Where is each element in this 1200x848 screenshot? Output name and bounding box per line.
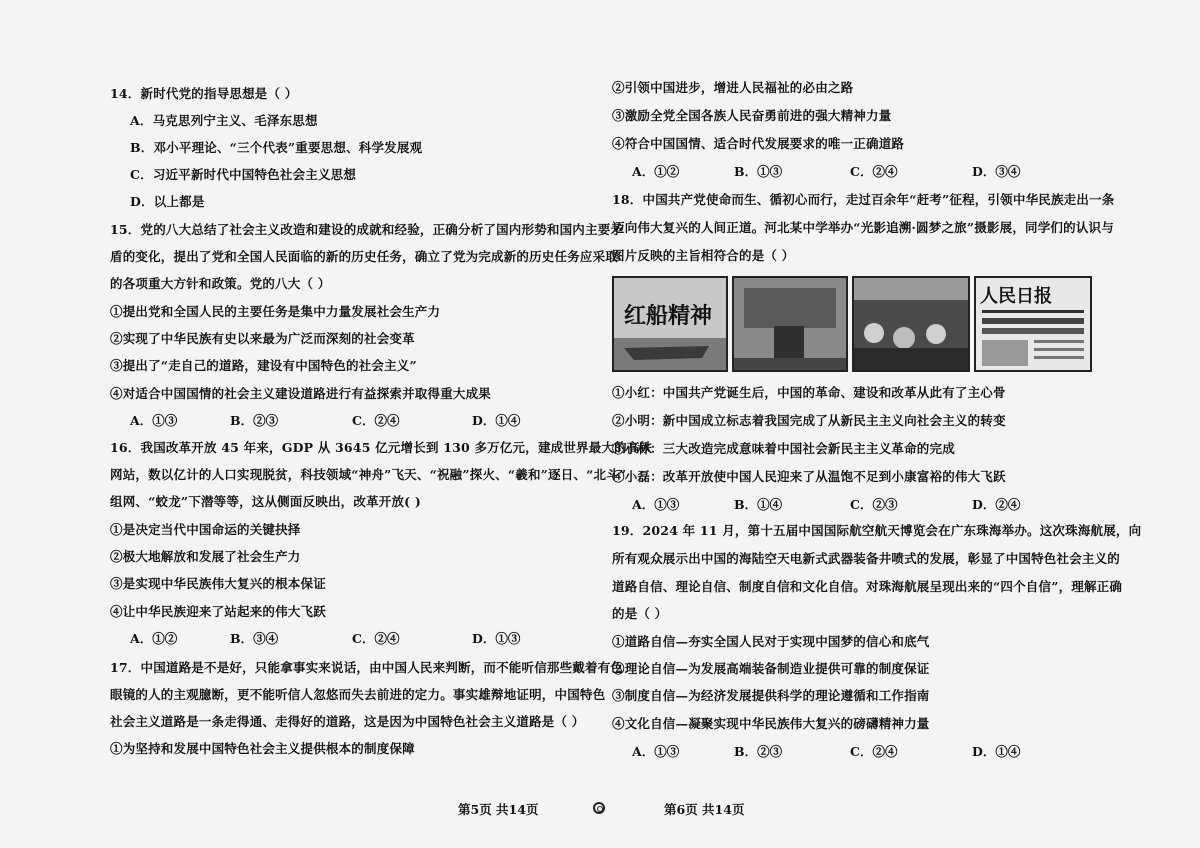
q16-stem-line: 网站，数以亿计的人口实现脱贫，科技领域“神舟”飞天、“祝融”探火、“羲和”逐日、“北斗” (110, 467, 627, 482)
q17-stem-line: 17．中国道路是不是好，只能拿事实来说话，由中国人民来判断，而不能听信那些戴着有色 (110, 660, 624, 675)
q15-stem-line: 的各项重大方针和政策。党的八大（ ） (110, 276, 331, 291)
q19-item: ②理论自信—为发展高端装备制造业提供可靠的制度保证 (612, 661, 930, 676)
q18-choice-d: D．②④ (972, 497, 1021, 512)
q15-choice-c: C．②④ (352, 413, 400, 428)
q18-item: ③小林：三大改造完成意味着中国社会新民主主义革命的完成 (612, 441, 955, 456)
newspaper-masthead: 人民日报 (980, 286, 1052, 307)
q16-item: ④让中华民族迎来了站起来的伟大飞跃 (110, 604, 326, 619)
q18-stem-line: 18．中国共产党使命而生、循初心而行，走过百余年“赶考”征程，引领中华民族走出一条 (612, 192, 1115, 207)
q17-item: ②引领中国进步，增进人民福祉的必由之路 (612, 80, 854, 95)
q15-item: ④对适合中国国情的社会主义建设道路进行有益探索并取得重大成果 (110, 386, 492, 401)
q18-stem-line: 迈向伟大复兴的人间正道。河北某中学举办“光影追溯·圆梦之旅”摄影展，同学们的认识与 (612, 220, 1114, 235)
page-number-left: 第5页 共14页 (458, 802, 539, 817)
binding-hole-icon (593, 802, 605, 814)
q14-stem: 14．新时代党的指导思想是（ ） (110, 86, 298, 101)
q19-choice-c: C．②④ (850, 744, 898, 759)
q16-item: ②极大地解放和发展了社会生产力 (110, 549, 301, 564)
q15-item: ③提出了“走自己的道路，建设有中国特色的社会主义” (110, 358, 417, 373)
q16-choice-c: C．②④ (352, 631, 400, 646)
q16-stem-line: 组网、“蛟龙”下潜等等，这从侧面反映出，改革开放( ) (110, 494, 421, 509)
q17-item: ①为坚持和发展中国特色社会主义提供根本的制度保障 (110, 741, 415, 756)
q19-stem-line: 所有观众展示出中国的海陆空天电新式武器装备井喷式的发展，彰显了中国特色社会主义的 (612, 551, 1121, 566)
photo-celebration-crowd (852, 276, 970, 372)
q17-stem-line: 社会主义道路是一条走得通、走得好的道路，这是因为中国特色社会主义道路是（ ） (110, 714, 585, 729)
q18-choice-b: B．①④ (734, 497, 783, 512)
q15-choice-a: A．①③ (130, 413, 178, 428)
photo-peoples-daily (974, 276, 1092, 372)
q19-item: ③制度自信—为经济发展提供科学的理论遵循和工作指南 (612, 688, 930, 703)
q17-choice-a: A．①② (632, 164, 680, 179)
photo-founding-ceremony (732, 276, 848, 372)
q17-choice-b: B．①③ (734, 164, 783, 179)
q19-choice-b: B．②③ (734, 744, 783, 759)
q18-choice-a: A．①③ (632, 497, 680, 512)
q17-stem-line: 眼镜的人的主观臆断，更不能听信人忽悠而失去前进的定力。事实雄辩地证明，中国特色 (110, 687, 606, 702)
q19-choice-a: A．①③ (632, 744, 680, 759)
q15-stem-line: 盾的变化，提出了党和全国人民面临的新的历史任务，确立了党为完成新的历史任务应采取 (110, 249, 619, 264)
q14-option-b: B．邓小平理论、“三个代表”重要思想、科学发展观 (130, 140, 423, 155)
q18-choice-c: C．②③ (850, 497, 898, 512)
q18-item: ④小磊：改革开放使中国人民迎来了从温饱不足到小康富裕的伟大飞跃 (612, 469, 1006, 484)
q16-choice-d: D．①③ (472, 631, 521, 646)
q19-stem-line: 19．2024 年 11 月，第十五届中国国际航空航天博览会在广东珠海举办。这次珠海航展，向 (612, 523, 1142, 538)
q16-choice-b: B．③④ (230, 631, 279, 646)
q15-stem-line: 15．党的八大总结了社会主义改造和建设的成就和经验，正确分析了国内形势和国内主要矛 (110, 222, 624, 237)
q15-item: ②实现了中华民族有史以来最为广泛而深刻的社会变革 (110, 331, 415, 346)
q14-option-d: D．以上都是 (130, 194, 205, 209)
q17-item: ③激励全党全国各族人民奋勇前进的强大精神力量 (612, 108, 892, 123)
q19-item: ④文化自信—凝聚实现中华民族伟大复兴的磅礴精神力量 (612, 716, 930, 731)
q18-item: ②小明：新中国成立标志着我国完成了从新民主主义向社会主义的转变 (612, 413, 1006, 428)
q14-option-a: A．马克思列宁主义、毛泽东思想 (130, 113, 318, 128)
q16-choice-a: A．①② (130, 631, 178, 646)
q17-item: ④符合中国国情、适合时代发展要求的唯一正确道路 (612, 136, 905, 151)
q16-stem-line: 16．我国改革开放 45 年来，GDP 从 3645 亿元增长到 130 多万亿元，建成世界最大的高铁 (110, 440, 653, 455)
page-number-right: 第6页 共14页 (664, 802, 745, 817)
photo-red-boat-spirit (612, 276, 728, 372)
q19-item: ①道路自信—夯实全国人民对于实现中国梦的信心和底气 (612, 634, 930, 649)
q18-item: ①小红：中国共产党诞生后，中国的革命、建设和改革从此有了主心骨 (612, 385, 1006, 400)
q18-photo-strip (612, 276, 1152, 372)
q14-option-c: C．习近平新时代中国特色社会主义思想 (130, 167, 357, 182)
q19-stem-line: 道路自信、理论自信、制度自信和文化自信。对珠海航展呈现出来的“四个自信”，理解正确 (612, 579, 1123, 594)
q19-choice-d: D．①④ (972, 744, 1021, 759)
q19-stem-line: 的是（ ） (612, 606, 668, 621)
q17-choice-c: C．②④ (850, 164, 898, 179)
q17-choice-d: D．③④ (972, 164, 1021, 179)
q15-choice-b: B．②③ (230, 413, 279, 428)
q15-choice-d: D．①④ (472, 413, 521, 428)
q18-stem-line: 图片反映的主旨相符合的是（ ） (612, 248, 795, 263)
q16-item: ①是决定当代中国命运的关键抉择 (110, 522, 301, 537)
q16-item: ③是实现中华民族伟大复兴的根本保证 (110, 576, 326, 591)
photo-red-boat-caption: 红船精神 (624, 303, 713, 329)
q15-item: ①提出党和全国人民的主要任务是集中力量发展社会生产力 (110, 304, 441, 319)
